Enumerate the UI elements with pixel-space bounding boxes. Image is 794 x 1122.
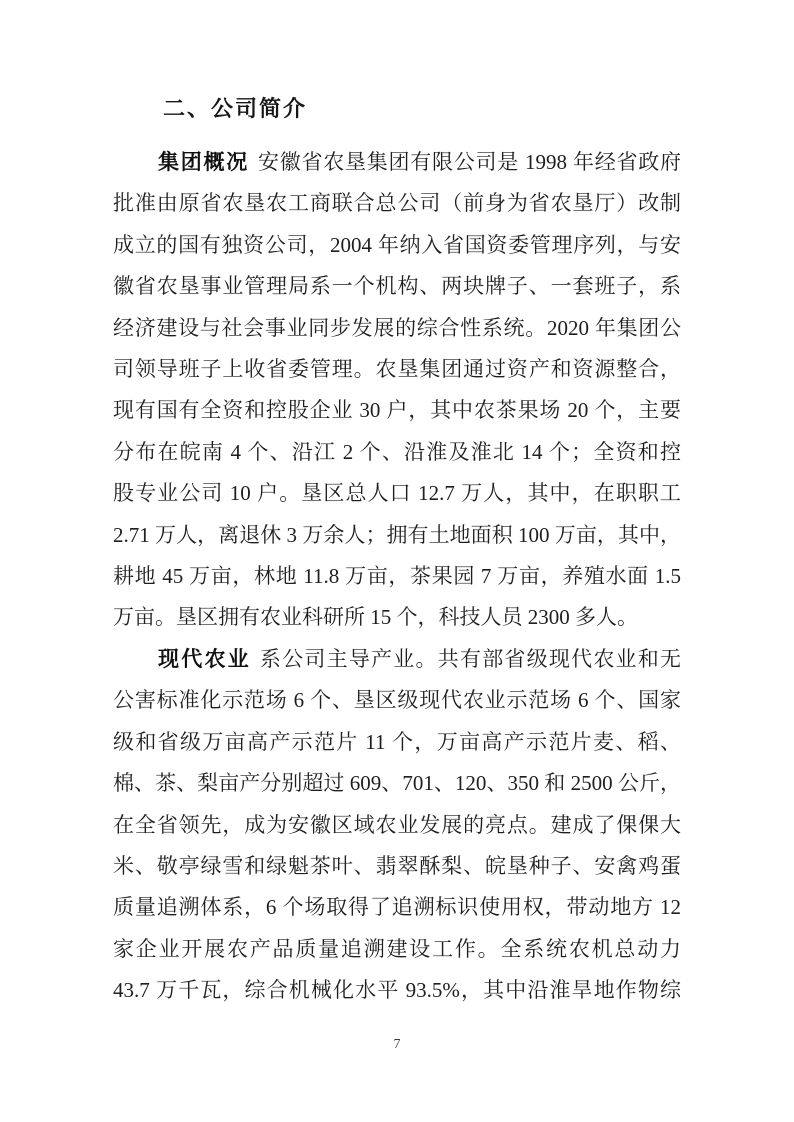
paragraph-lead: 集团概况	[158, 150, 249, 174]
paragraph-line: 现有国有全资和控股企业 30 户，其中农茶果场 20 个，主要	[113, 398, 681, 423]
paragraph-line: 司领导班子上收省委管理。农垦集团通过资产和资源整合，	[113, 357, 681, 382]
paragraph-line: 徽省农垦事业管理局系一个机构、两块牌子、一套班子，系	[113, 274, 681, 299]
paragraph-line	[113, 142, 681, 183]
section-heading: 二、公司简介	[163, 96, 308, 121]
paragraph-line: 公害标准化示范场 6 个、垦区级现代农业示范场 6 个、国家	[113, 688, 681, 713]
paragraph-line: 米、敬亭绿雪和绿魁茶叶、翡翠酥梨、皖垦种子、安禽鸡蛋	[113, 853, 681, 878]
paragraph-modern-agriculture	[113, 639, 681, 1012]
paragraph-line: 棉、茶、梨亩产分别超过 609、701、120、350 和 2500 公斤，	[113, 771, 681, 796]
line-text: 安徽省农垦集团有限公司是 1998 年经省政府	[258, 150, 681, 174]
paragraph-line: 分布在皖南 4 个、沿江 2 个、沿淮及淮北 14 个；全资和控	[113, 439, 681, 464]
paragraph-lead: 现代农业	[158, 646, 251, 671]
page-number: 7	[393, 1037, 401, 1052]
paragraph-line: 成立的国有独资公司，2004 年纳入省国资委管理序列，与安	[113, 232, 681, 257]
paragraph-line: 级和省级万亩高产示范片 11 个，万亩高产示范片麦、稻、	[113, 729, 681, 754]
paragraph-line: 股专业公司 10 户。垦区总人口 12.7 万人，其中，在职职工	[113, 481, 681, 506]
paragraph-group-overview	[113, 142, 681, 639]
paragraph-line: 耕地 45 万亩，林地 11.8 万亩，茶果园 7 万亩，养殖水面 1.5	[113, 564, 681, 589]
paragraph-line: 2.71 万人，离退休 3 万余人；拥有土地面积 100 万亩，其中，	[113, 522, 681, 547]
paragraph-line: 质量追溯体系，6 个场取得了追溯标识使用权，带动地方 12	[113, 895, 681, 920]
document-body	[113, 142, 681, 1012]
paragraph-line	[113, 639, 681, 680]
paragraph-line: 批准由原省农垦农工商联合总公司（前身为省农垦厅）改制	[113, 191, 681, 216]
line-text: 系公司主导产业。共有部省级现代农业和无	[259, 646, 682, 671]
paragraph-line: 家企业开展农产品质量追溯建设工作。全系统农机总动力	[113, 936, 681, 961]
paragraph-line: 43.7 万千瓦，综合机械化水平 93.5%，其中沿淮旱地作物综	[113, 978, 681, 1003]
paragraph-line: 经济建设与社会事业同步发展的综合性系统。2020 年集团公	[113, 315, 681, 340]
paragraph-line: 万亩。垦区拥有农业科研所 15 个，科技人员 2300 多人。	[113, 605, 638, 630]
paragraph-line: 在全省领先，成为安徽区域农业发展的亮点。建成了倮倮大	[113, 812, 681, 837]
